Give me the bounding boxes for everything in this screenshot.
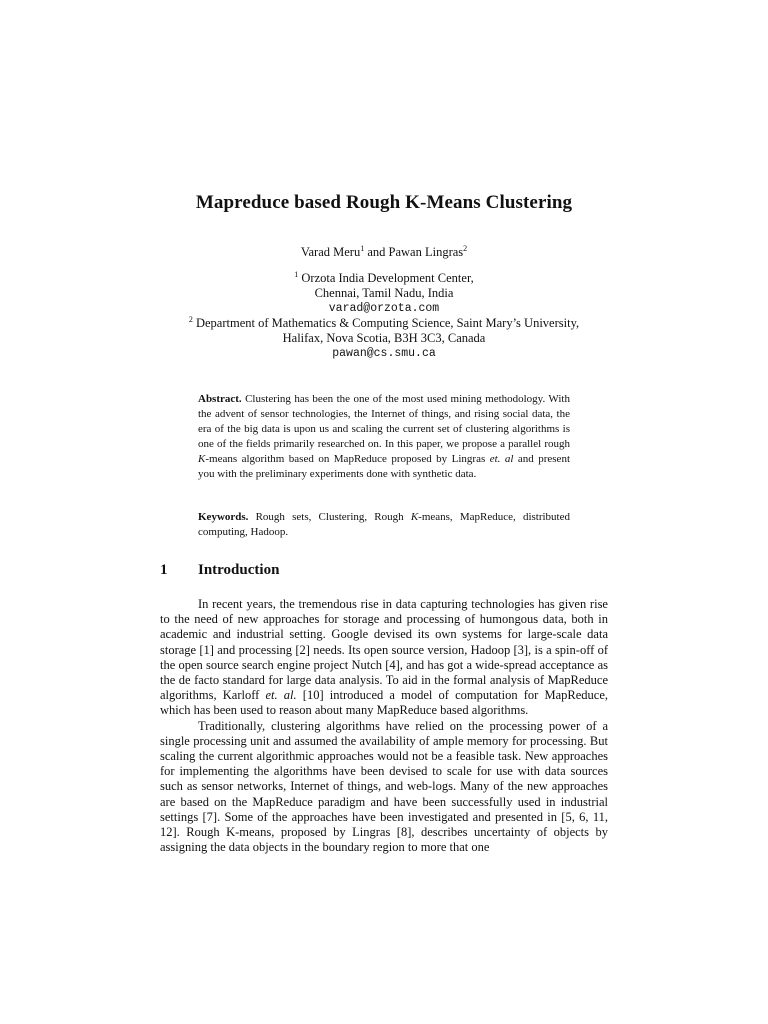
author-name: Pawan Lingras — [388, 245, 464, 259]
paragraph-text: [10] introduced a model of computation for MapReduce, which has been used to reason about many MapReduce based algorithms. — [160, 688, 608, 718]
author-conjunction: and — [364, 245, 389, 259]
affiliation-marker: 1 — [294, 269, 299, 279]
section-body — [160, 597, 608, 855]
affiliation-2-location: Halifax, Nova Scotia, B3H 3C3, Canada — [282, 331, 486, 345]
affiliation-1-location: Chennai, Tamil Nadu, India — [314, 286, 454, 300]
section-title: Introduction — [198, 562, 280, 578]
affiliation-marker: 2 — [188, 314, 193, 324]
affiliation-text: Department of Mathematics & Computing Science, Saint Mary’s University, — [192, 316, 580, 330]
section-number: 1 — [160, 562, 168, 578]
author-line — [0, 245, 768, 260]
abstract-label: Abstract. — [198, 393, 242, 405]
paragraph — [160, 597, 608, 719]
affiliations — [0, 271, 768, 361]
keywords-text: Rough sets, Clustering, Rough — [248, 511, 411, 523]
abstract — [198, 392, 570, 482]
email-link[interactable]: varad@orzota.com — [328, 302, 440, 315]
abstract-italic: et. al — [489, 453, 514, 465]
paper-title: Mapreduce based Rough K-Means Clustering — [195, 192, 573, 213]
affiliation-marker: 1 — [360, 243, 365, 253]
keywords-text: -means, MapReduce, distributed computing, Hadoop. — [198, 511, 570, 538]
paragraph-italic: et. al. — [265, 688, 297, 703]
abstract-text: and present you with the preliminary experiments done with synthetic data. — [198, 453, 570, 480]
abstract-text: Clustering has been the one of the most used mining methodology. With the advent of sensor technologies, the Internet of things, and rising social data, the era of the big data is upon us and scaling the current set of clustering algorithms is one of the fields primarily researched on. In this paper, we propose a parallel rough — [198, 393, 570, 450]
abstract-text: -means algorithm based on MapReduce proposed by Lingras — [205, 453, 490, 465]
paragraph: Traditionally, clustering algorithms have relied on the processing power of a single processing unit and assumed the availability of ample memory for processing. But scaling the current algorithmic approaches would not be a feasible task. New approaches for implementing the algorithms have been devised to scale for use with data sources such as sensor networks, Internet of things, and web-logs. Many of the new approaches are based on the MapReduce paradigm and have been successfully used in industrial settings [7]. Some of the approaches have been investigated and presented in [5, 6, 11, 12]. Rough K-means, proposed by Lingras [8], describes uncertainty of objects by assigning the data objects in the boundary region to more that one — [160, 718, 608, 855]
keywords — [198, 510, 570, 540]
affiliation-2 — [0, 316, 768, 331]
abstract-italic: K — [198, 453, 206, 465]
affiliation-marker: 2 — [463, 243, 468, 253]
keywords-italic: K — [410, 511, 419, 523]
section-heading — [160, 562, 279, 579]
author-name: Varad Meru — [300, 245, 361, 259]
paragraph-text: In recent years, the tremendous rise in data capturing technologies has given rise to the need of new approaches for storage and processing of humongous data, both in academic and industrial setting. Google devised its own systems for large-scale data storage [1] and processing [2] needs. Its open source version, Hadoop [3], is a spin-off of the open source search engine project Nutch [4], and has got a wide-spread acceptance as the de facto standard for large data analysis. To aid in the formal analysis of MapReduce algorithms, Karloff — [160, 597, 608, 703]
keywords-label: Keywords. — [198, 511, 249, 523]
affiliation-text: Orzota India Development Center, — [298, 271, 474, 285]
affiliation-1 — [0, 271, 768, 286]
email-link[interactable]: pawan@cs.smu.ca — [332, 347, 436, 360]
